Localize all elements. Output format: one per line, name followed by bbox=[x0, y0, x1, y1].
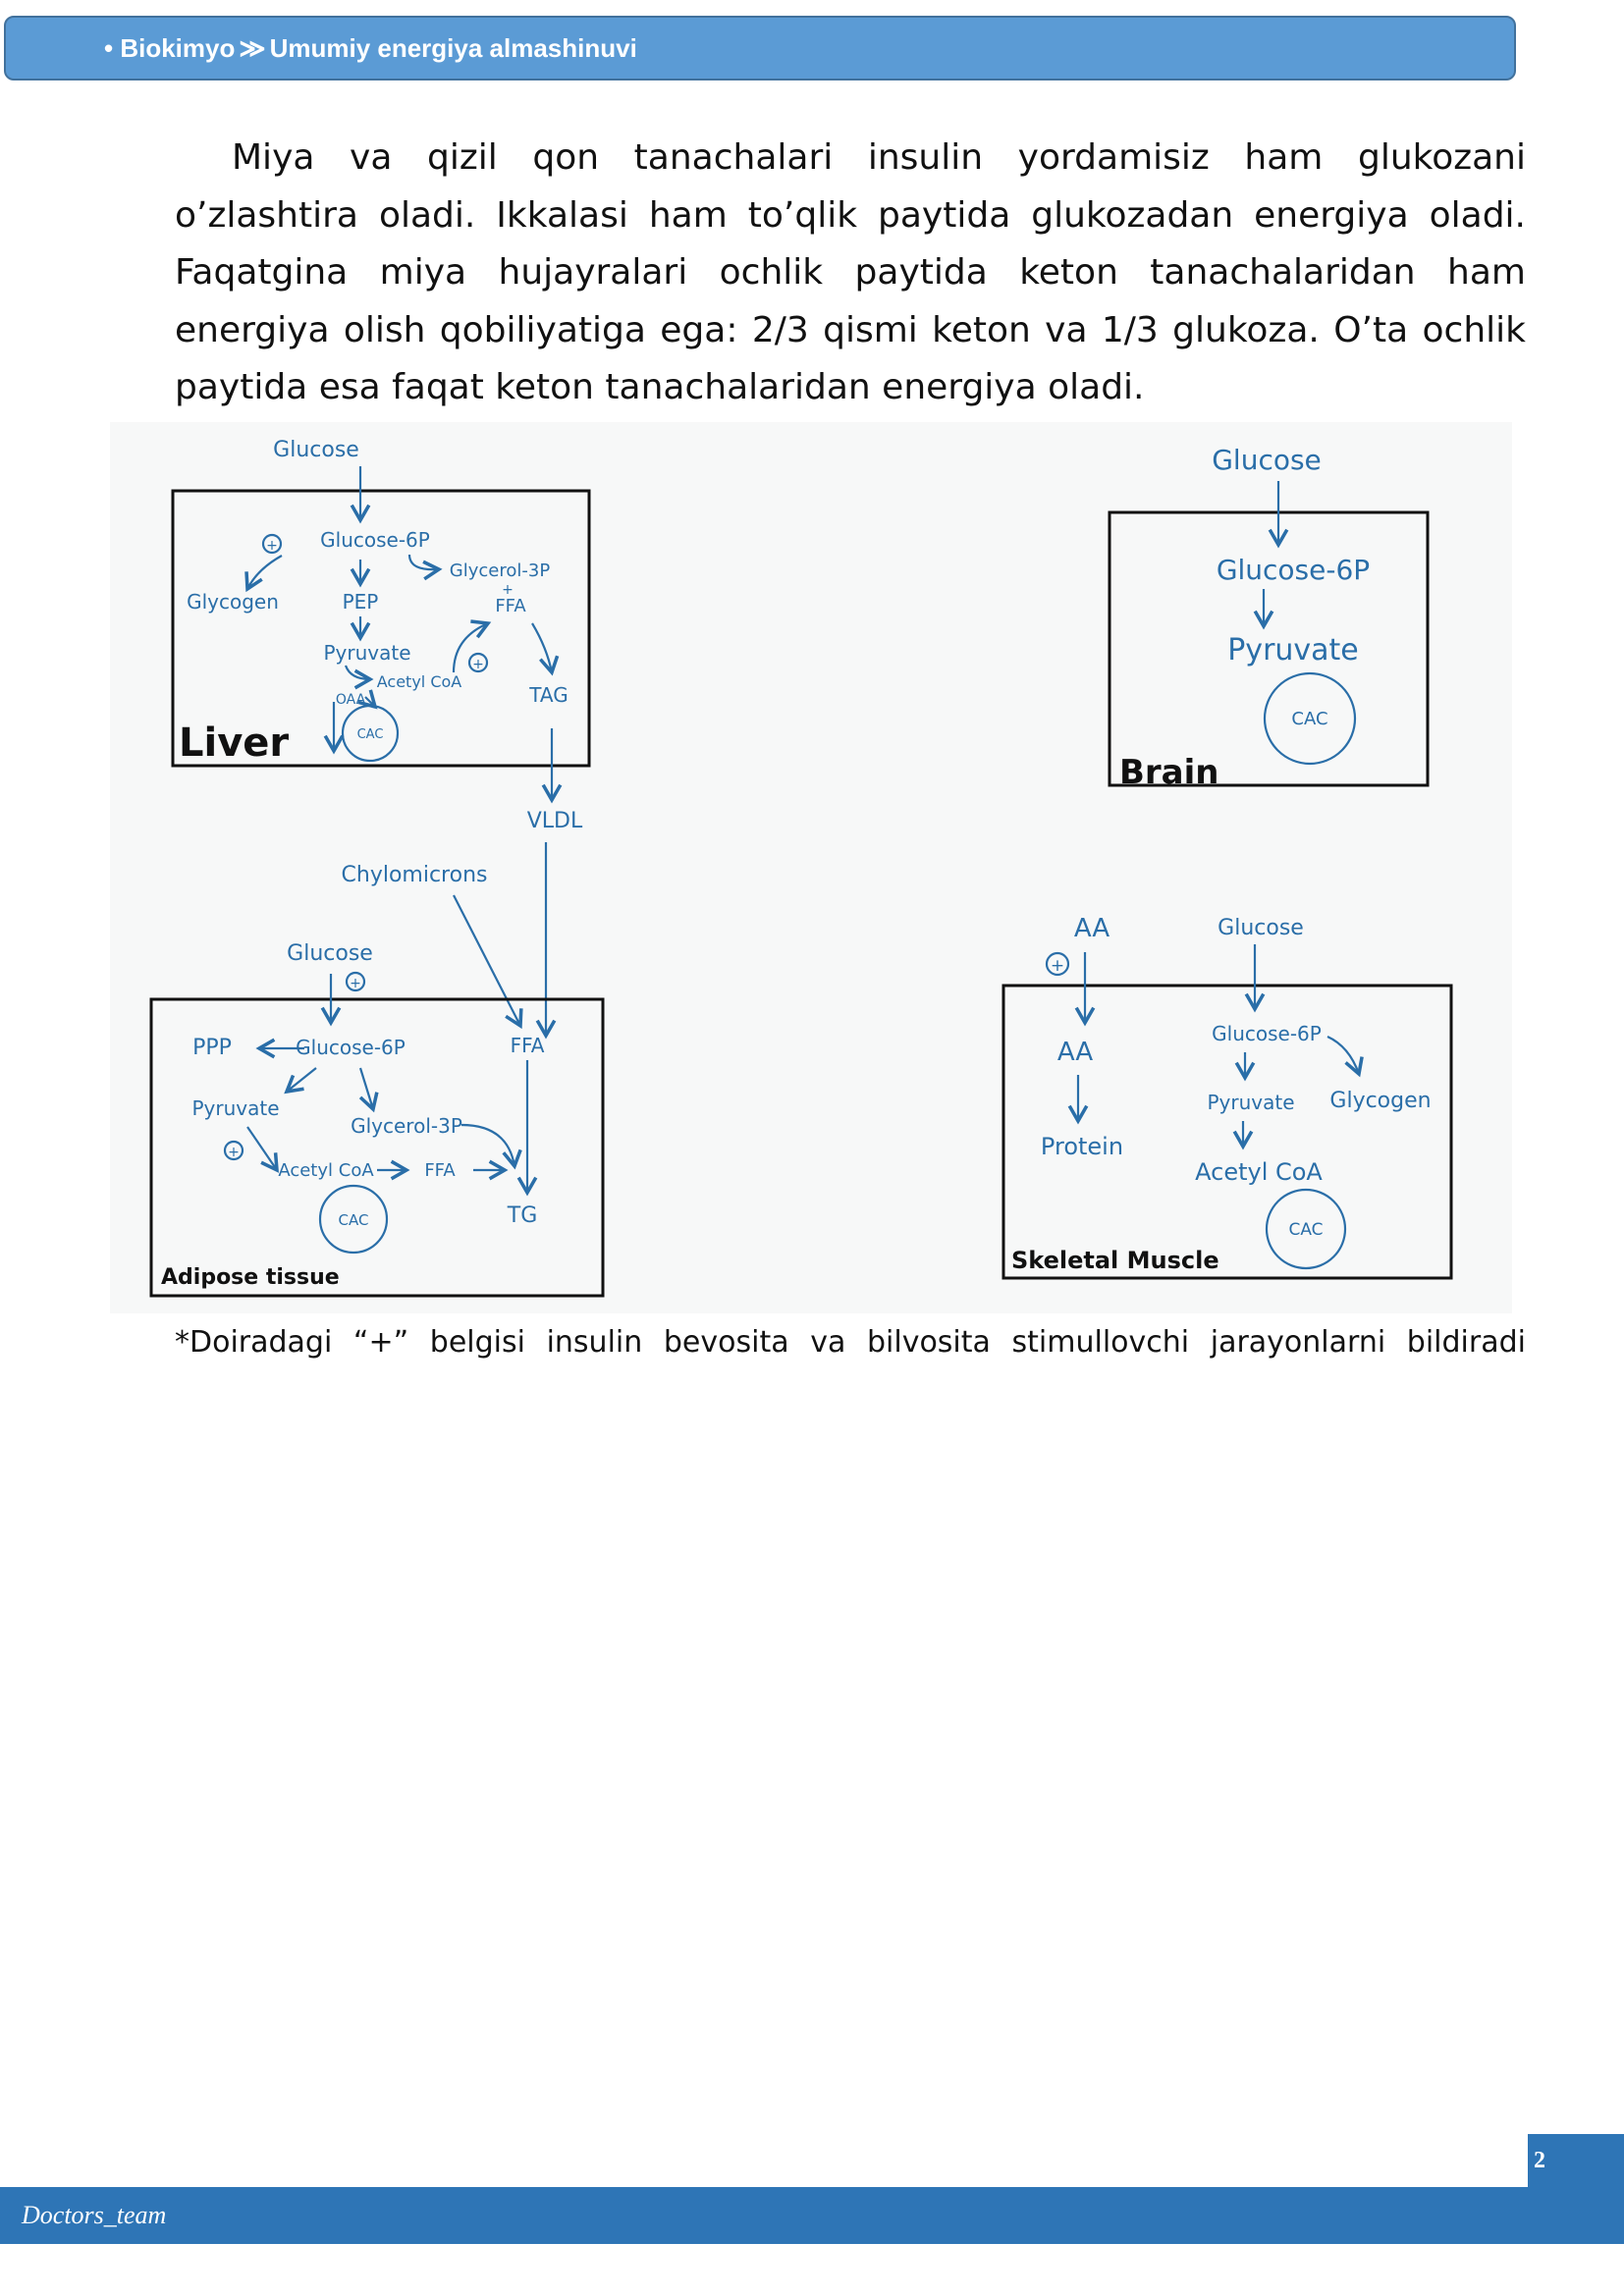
adipose-ffa-in: FFA bbox=[510, 1034, 545, 1057]
liver-label: Liver bbox=[179, 721, 290, 766]
adipose-glycerol3p: Glycerol-3P bbox=[351, 1114, 462, 1138]
chevron-double-icon: ≫ bbox=[239, 32, 266, 63]
liver-ffa: FFA bbox=[495, 596, 526, 616]
footer-text: Doctors_team bbox=[22, 2201, 167, 2229]
liver-acetylcoa: Acetyl CoA bbox=[376, 672, 462, 691]
page-number: 2 bbox=[1534, 2147, 1545, 2173]
liver-plus-small: + bbox=[502, 582, 514, 598]
liver-pep: PEP bbox=[342, 590, 379, 614]
insulin-plus: + bbox=[350, 976, 361, 991]
brain-glucose-in: Glucose bbox=[1212, 444, 1322, 476]
adipose-label: Adipose tissue bbox=[161, 1265, 340, 1290]
footer-bar bbox=[0, 2187, 1624, 2244]
muscle-label: Skeletal Muscle bbox=[1011, 1247, 1219, 1274]
muscle-protein: Protein bbox=[1040, 1133, 1124, 1160]
page-number-box bbox=[1528, 2134, 1624, 2187]
muscle-acetylcoa: Acetyl CoA bbox=[1195, 1158, 1323, 1186]
muscle-glucose6p: Glucose-6P bbox=[1212, 1022, 1322, 1045]
liver-tag: TAG bbox=[529, 683, 568, 707]
adipose-ffa: FFA bbox=[424, 1160, 456, 1181]
muscle-glucose-in: Glucose bbox=[1218, 916, 1304, 940]
adipose-tg: TG bbox=[507, 1203, 538, 1228]
insulin-plus: + bbox=[472, 657, 484, 672]
header-title: Umumiy energiya almashinuvi bbox=[269, 32, 637, 63]
metabolism-diagram bbox=[110, 422, 1512, 1313]
header-subject: • Biokimyo bbox=[104, 32, 236, 63]
chylomicrons-label: Chylomicrons bbox=[341, 863, 488, 887]
adipose-pyruvate: Pyruvate bbox=[191, 1096, 280, 1120]
figure-note: *Doiradagi “+” belgisi insulin bevosita va bilvosita stimullovchi jarayonlarni bildiradi bbox=[175, 1325, 1526, 1360]
adipose-glucose-in: Glucose bbox=[287, 941, 373, 966]
muscle-aa: AA bbox=[1056, 1038, 1094, 1067]
liver-glucose6p: Glucose-6P bbox=[320, 528, 430, 552]
adipose-ppp: PPP bbox=[192, 1036, 232, 1060]
brain-cac: CAC bbox=[1291, 709, 1328, 729]
liver-oaa: OAA bbox=[335, 692, 366, 708]
paragraph-text: Miya va qizil qon tanachalari insulin yordamisiz ham glukozani o’zlashtira oladi. Ikkalasi ham to’qlik paytida glukozadan energiya oladi. Faqatgina miya hujayralari ochlik paytida keton tanachalaridan ham energiya olish qobiliyatiga ega: 2/3 qismi keton va 1/3 glukoza. O’ta ochlik paytida esa faqat keton tanachalaridan energiya oladi. bbox=[175, 137, 1526, 407]
header-bar bbox=[4, 16, 1516, 80]
adipose-glucose6p: Glucose-6P bbox=[296, 1036, 406, 1059]
liver-pyruvate: Pyruvate bbox=[323, 641, 411, 665]
muscle-aa-in: AA bbox=[1073, 914, 1110, 943]
adipose-acetylcoa: Acetyl CoA bbox=[278, 1160, 374, 1181]
liver-glycerol3p: Glycerol-3P bbox=[449, 561, 551, 581]
brain-label: Brain bbox=[1119, 753, 1219, 792]
muscle-pyruvate: Pyruvate bbox=[1207, 1091, 1295, 1114]
insulin-plus: + bbox=[266, 538, 278, 554]
muscle-cac: CAC bbox=[1288, 1220, 1324, 1240]
muscle-glycogen: Glycogen bbox=[1329, 1089, 1432, 1113]
brain-glucose6p: Glucose-6P bbox=[1216, 554, 1371, 586]
vldl-label: VLDL bbox=[526, 809, 583, 833]
body-paragraph bbox=[175, 130, 1526, 417]
brain-pyruvate: Pyruvate bbox=[1227, 633, 1359, 667]
insulin-plus: + bbox=[228, 1145, 240, 1160]
insulin-plus: + bbox=[1050, 956, 1065, 976]
adipose-cac: CAC bbox=[338, 1211, 369, 1229]
liver-cac: CAC bbox=[356, 727, 384, 742]
liver-glucose-in: Glucose bbox=[273, 438, 359, 462]
liver-glycogen: Glycogen bbox=[187, 590, 279, 614]
